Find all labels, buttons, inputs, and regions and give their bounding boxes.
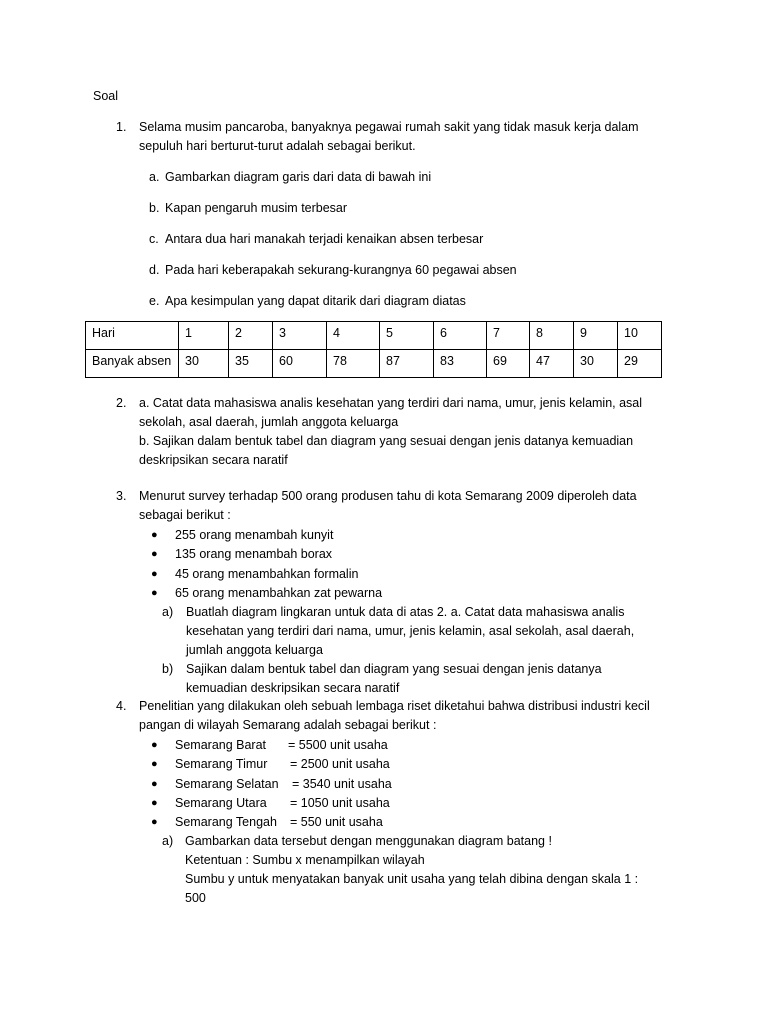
q4-sub-text: Gambarkan data tersebut dengan menggunakan diagram batang ! xyxy=(185,834,552,848)
list-item: 255 orang menambah kunyit xyxy=(175,528,334,542)
region-name: Semarang Timur xyxy=(175,757,268,771)
table-cell: 1 xyxy=(179,322,229,350)
table-cell: 3 xyxy=(273,322,327,350)
q3-sub-text: kesehatan yang terdiri dari nama, umur, jenis kelamin, asal sekolah, asal daerah, xyxy=(186,624,635,638)
table-cell: 7 xyxy=(487,322,530,350)
table-cell: 60 xyxy=(273,350,327,378)
q1-text-line2: sepuluh hari berturut-turut adalah sebagai berikut. xyxy=(139,139,416,153)
table-row xyxy=(86,322,662,350)
bullet-icon: ● xyxy=(151,568,158,580)
q2-text-line: a. Catat data mahasiswa analis kesehatan yang terdiri dari nama, umur, jenis kelamin, asal xyxy=(139,396,643,410)
q3-sub-text: Sajikan dalam bentuk tabel dan diagram yang sesuai dengan jenis datanya xyxy=(186,662,602,676)
q1-item-label: d. xyxy=(149,263,160,277)
region-name: Semarang Selatan xyxy=(175,777,279,791)
q1-item-text: Pada hari keberapakah sekurang-kurangnya 60 pegawai absen xyxy=(165,263,517,277)
table-cell: 9 xyxy=(574,322,618,350)
q4-sub-text: Ketentuan : Sumbu x menampilkan wilayah xyxy=(185,853,425,867)
table-header-cell: Hari xyxy=(86,322,179,350)
q1-item-text: Apa kesimpulan yang dapat ditarik dari diagram diatas xyxy=(165,294,466,308)
q4-sub-label: a) xyxy=(162,834,174,848)
bullet-icon: ● xyxy=(151,529,158,541)
table-cell: 83 xyxy=(434,350,487,378)
q4-text-line2: pangan di wilayah Semarang adalah sebagai berikut : xyxy=(139,718,437,732)
q3-sub-label: b) xyxy=(162,662,174,676)
region-value: = 3540 unit usaha xyxy=(292,777,392,791)
list-item: 135 orang menambah borax xyxy=(175,547,333,561)
bullet-icon: ● xyxy=(151,758,158,770)
page-title: Soal xyxy=(93,89,119,103)
q2-text-line: sekolah, asal daerah, jumlah anggota keluarga xyxy=(139,415,399,429)
q3-sub-text: jumlah anggota keluarga xyxy=(186,643,323,657)
table-header-cell: Banyak absen xyxy=(86,350,179,378)
q3-number: 3. xyxy=(116,489,127,503)
table-cell: 69 xyxy=(487,350,530,378)
q1-item-text: Kapan pengaruh musim terbesar xyxy=(165,201,348,215)
list-item: 45 orang menambahkan formalin xyxy=(175,567,359,581)
q3-text-line1: Menurut survey terhadap 500 orang produsen tahu di kota Semarang 2009 diperoleh data xyxy=(139,489,637,503)
q4-text-line1: Penelitian yang dilakukan oleh sebuah lembaga riset diketahui bahwa distribusi industri kecil xyxy=(139,699,650,713)
region-name: Semarang Utara xyxy=(175,796,267,810)
table-cell: 8 xyxy=(530,322,574,350)
bullet-icon: ● xyxy=(151,778,158,790)
q4-sub-text: Sumbu y untuk menyatakan banyak unit usaha yang telah dibina dengan skala 1 : xyxy=(185,872,639,886)
q3-sub-text: Buatlah diagram lingkaran untuk data di atas 2. a. Catat data mahasiswa analis xyxy=(186,605,625,619)
region-name: Semarang Barat xyxy=(175,738,267,752)
q2-text-line: b. Sajikan dalam bentuk tabel dan diagram yang sesuai dengan jenis datanya kemuadian xyxy=(139,434,634,448)
bullet-icon: ● xyxy=(151,797,158,809)
table-cell: 29 xyxy=(618,350,662,378)
absence-table xyxy=(85,321,662,378)
q1-text-line1: Selama musim pancaroba, banyaknya pegawai rumah sakit yang tidak masuk kerja dalam xyxy=(139,120,639,134)
q1-number: 1. xyxy=(116,120,127,134)
region-value: = 5500 unit usaha xyxy=(288,738,388,752)
q1-item-label: a. xyxy=(149,170,160,184)
q2-number: 2. xyxy=(116,396,127,410)
q3-sub-text: kemuadian deskripsikan secara naratif xyxy=(186,681,400,695)
q1-item-text: Gambarkan diagram garis dari data di bawah ini xyxy=(165,170,432,184)
region-value: = 1050 unit usaha xyxy=(290,796,390,810)
table-cell: 4 xyxy=(327,322,380,350)
region-value: = 550 unit usaha xyxy=(290,815,383,829)
table-cell: 5 xyxy=(380,322,434,350)
bullet-icon: ● xyxy=(151,587,158,599)
table-cell: 35 xyxy=(229,350,273,378)
table-cell: 6 xyxy=(434,322,487,350)
table-cell: 78 xyxy=(327,350,380,378)
q1-item-text: Antara dua hari manakah terjadi kenaikan absen terbesar xyxy=(165,232,484,246)
table-cell: 30 xyxy=(574,350,618,378)
bullet-icon: ● xyxy=(151,548,158,560)
region-value: = 2500 unit usaha xyxy=(290,757,390,771)
table-cell: 2 xyxy=(229,322,273,350)
table-cell: 87 xyxy=(380,350,434,378)
q3-sub-label: a) xyxy=(162,605,174,619)
table-row xyxy=(86,350,662,378)
region-name: Semarang Tengah xyxy=(175,815,277,829)
q1-item-label: b. xyxy=(149,201,160,215)
bullet-icon: ● xyxy=(151,816,158,828)
q1-item-label: e. xyxy=(149,294,160,308)
q2-text-line: deskripsikan secara naratif xyxy=(139,453,288,467)
q4-number: 4. xyxy=(116,699,127,713)
q4-sub-text: 500 xyxy=(185,891,206,905)
table-cell: 47 xyxy=(530,350,574,378)
q3-text-line2: sebagai berikut : xyxy=(139,508,231,522)
table-cell: 10 xyxy=(618,322,662,350)
bullet-icon: ● xyxy=(151,739,158,751)
q1-item-label: c. xyxy=(149,232,159,246)
table-cell: 30 xyxy=(179,350,229,378)
list-item: 65 orang menambahkan zat pewarna xyxy=(175,586,383,600)
